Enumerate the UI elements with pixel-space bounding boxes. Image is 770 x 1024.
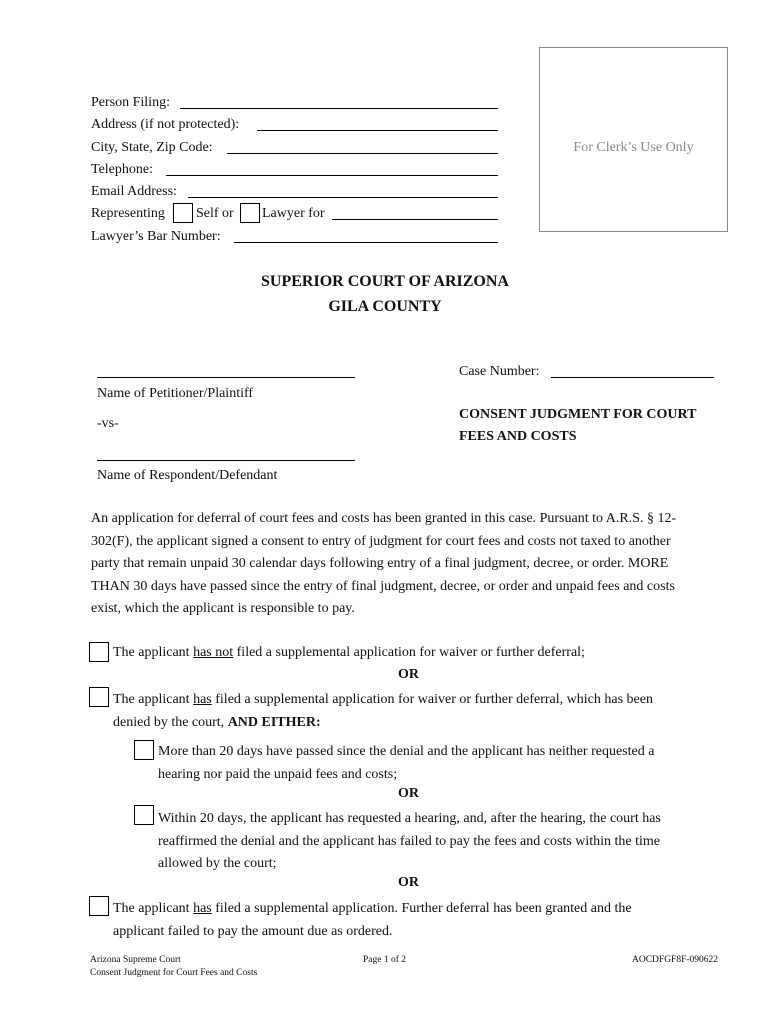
lawyer-checkbox[interactable]: [240, 203, 260, 223]
sub-option-no-hearing-text: More than 20 days have passed since the denial and the applicant has neither requested a hearing nor paid the unpaid fees and costs;: [158, 744, 655, 782]
option-further-deferral-text: The applicant has filed a supplemental application. Further deferral has been granted and the applicant failed to pay the amount due as ordered.: [113, 901, 632, 939]
form-code: AOCDFGF8F-090622: [632, 955, 719, 965]
bar-number-label: Lawyer’s Bar Number:: [91, 229, 221, 244]
lawyer-for-label: Lawyer for: [262, 206, 325, 221]
intro-line: party that remain unpaid 30 calendar days following entry of a final judgment, decree, or order. MORE: [91, 556, 669, 571]
lawyer-for-field[interactable]: [332, 219, 498, 220]
or-separator: OR: [398, 786, 419, 801]
petitioner-field[interactable]: [97, 377, 355, 378]
option-has-not-filed-checkbox[interactable]: [89, 642, 109, 662]
option-has-filed-denied-text: The applicant has filed a supplemental application for waiver or further deferral, which has been denied by the court, AND EITHER:: [113, 692, 653, 730]
intro-paragraph: [91, 508, 731, 621]
court-name: SUPERIOR COURT OF ARIZONA: [261, 273, 509, 290]
or-separator: OR: [398, 875, 419, 890]
intro-line: THAN 30 days have passed since the entry of final judgment, decree, or order and unpaid fees and costs: [91, 578, 675, 594]
petitioner-label: Name of Petitioner/Plaintiff: [97, 386, 254, 401]
person-filing-label: Person Filing:: [91, 95, 170, 110]
intro-line: exist, which the applicant is responsible to pay.: [91, 601, 355, 616]
bar-number-field[interactable]: [234, 242, 498, 243]
page-number: Page 1 of 2: [363, 955, 407, 965]
respondent-field[interactable]: [97, 460, 355, 461]
self-checkbox[interactable]: [173, 203, 193, 223]
document-title-line1: CONSENT JUDGMENT FOR COURT: [459, 407, 697, 422]
address-label: Address (if not protected):: [91, 117, 240, 132]
or-separator: OR: [398, 667, 419, 682]
city-state-zip-label: City, State, Zip Code:: [91, 140, 213, 155]
clerk-use-box: [539, 47, 728, 232]
case-number-field[interactable]: [551, 377, 714, 378]
email-label: Email Address:: [91, 184, 177, 199]
respondent-label: Name of Respondent/Defendant: [97, 468, 278, 483]
representing-label: Representing: [91, 206, 165, 221]
footer-court: Arizona Supreme Court: [90, 955, 181, 965]
county-name: GILA COUNTY: [328, 298, 442, 315]
footer-left: [90, 954, 257, 980]
option-further-deferral-checkbox[interactable]: [89, 896, 109, 916]
clerk-use-label: For Clerk’s Use Only: [573, 140, 694, 155]
sub-option-no-hearing-checkbox[interactable]: [134, 740, 154, 760]
intro-line: An application for deferral of court fees and costs has been granted in this case. Pursuant to A.R.S. § 12-: [91, 511, 677, 526]
versus-label: -vs-: [97, 416, 119, 431]
footer-form-name: Consent Judgment for Court Fees and Costs: [90, 968, 258, 978]
intro-line: 302(F), the applicant signed a consent to entry of judgment for court fees and costs not taxed to another: [91, 533, 671, 549]
case-number-label: Case Number:: [459, 364, 540, 379]
sub-option-hearing-checkbox[interactable]: [134, 805, 154, 825]
telephone-label: Telephone:: [91, 162, 153, 177]
telephone-field[interactable]: [166, 175, 498, 176]
address-field[interactable]: [257, 130, 498, 131]
option-has-not-filed-text: The applicant has not filed a supplemental application for waiver or further deferral;: [113, 645, 585, 660]
sub-option-hearing-text: Within 20 days, the applicant has requested a hearing, and, after the hearing, the court has reaffirmed the denial and the applicant has failed to pay the fees and costs within the time allowed by the court;: [158, 811, 661, 871]
city-state-zip-field[interactable]: [227, 153, 498, 154]
email-field[interactable]: [188, 197, 498, 198]
document-title-line2: FEES AND COSTS: [459, 429, 577, 444]
person-filing-field[interactable]: [180, 108, 498, 109]
option-has-filed-denied-checkbox[interactable]: [89, 687, 109, 707]
self-or-label: Self or: [196, 206, 234, 221]
